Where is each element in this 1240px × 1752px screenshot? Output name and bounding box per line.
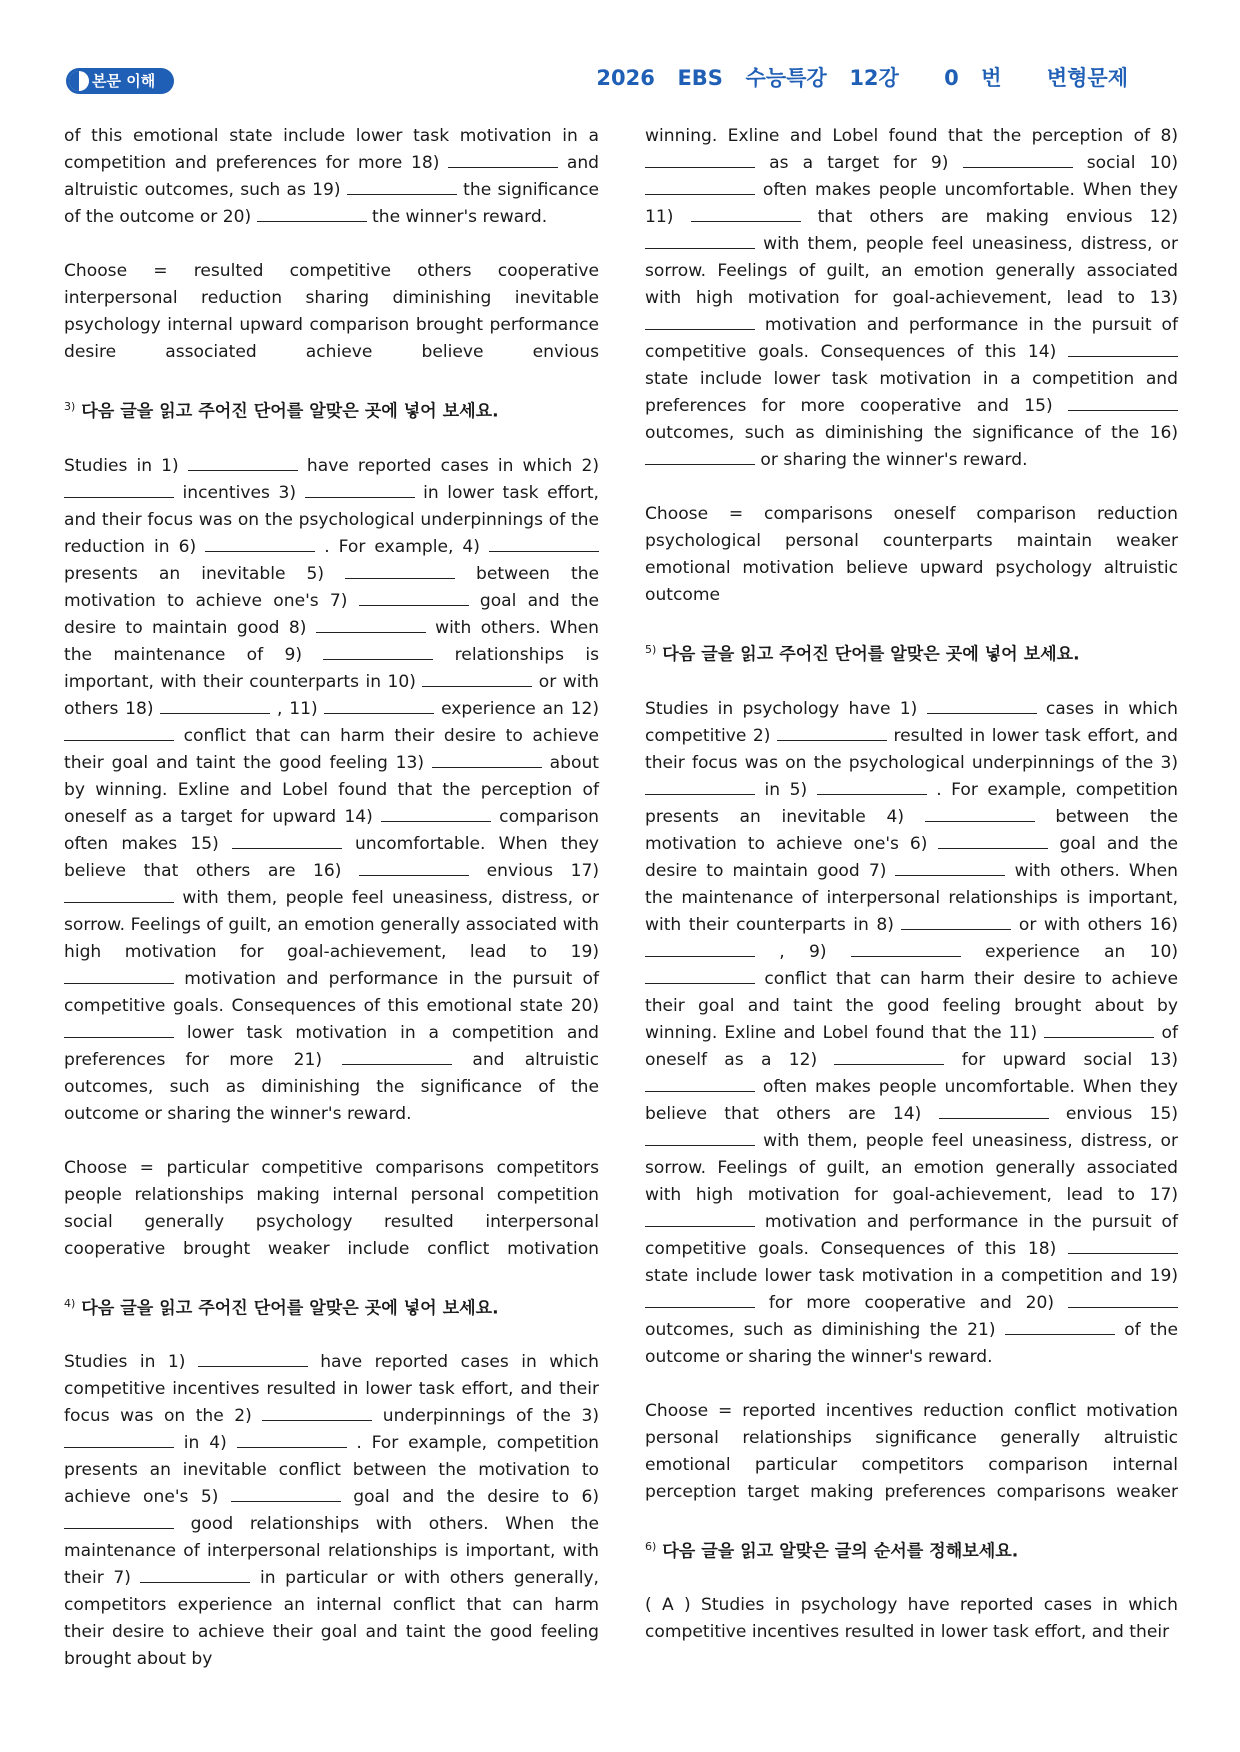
answer-blank <box>1068 341 1178 357</box>
answer-blank <box>257 206 367 222</box>
answer-blank <box>927 698 1037 714</box>
answer-blank <box>777 725 887 741</box>
passage-text: ( A ) Studies in psychology have reported cases in which competitive incentives resulted in lower task effort, and their <box>645 1595 1178 1643</box>
answer-blank <box>205 536 315 552</box>
answer-blank <box>324 698 434 714</box>
answer-blank <box>1068 1292 1178 1308</box>
answer-blank <box>817 779 927 795</box>
answer-blank <box>963 152 1073 168</box>
answer-blank <box>231 1486 341 1502</box>
answer-blank <box>938 833 1048 849</box>
answer-blank <box>645 449 755 465</box>
answer-blank <box>64 1432 174 1448</box>
passage-text: winning. Exline and Lobel found that the perception of 8) as a target for 9) social 10) often makes people uncomfortable. When they 11) that others are making envious 12) with them, people feel uneasiness, distress, or sorrow. Feelings of guilt, an emotion generally associated with high motivation for goal-achievement, lead to 13) motivation and performance in the pursuit of competitive goals. Consequences of this 14) state include lower task motivation in a competition and preferences for more cooperative and 15) outcomes, such as diminishing the significance of the 16) or sharing the winner's reward. <box>645 126 1178 470</box>
question-heading: $^{5)}$ 다음 글을 읽고 주어진 단어를 알맞은 곳에 넣어 보세요. <box>645 643 1080 665</box>
answer-blank <box>316 617 426 633</box>
passage-text: Studies in 1) have reported cases in which competitive incentives resulted in lower task effort, and their focus was on the 2) underpinnings of the 3) in 4) . For example, competition presents an inevitable conflict between the motivation to achieve one's 5) goal and the desire to 6) good relationships with others. When the maintenance of interpersonal relationships is important, with their 7) in particular or with others generally, competitors experience an internal conflict that can harm their desire to achieve their goal and taint the good feeling brought about by <box>64 1352 599 1670</box>
answer-blank <box>64 887 174 903</box>
answer-blank <box>448 152 558 168</box>
answer-blank <box>939 1103 1049 1119</box>
answer-blank <box>925 806 1035 822</box>
answer-blank <box>140 1567 250 1583</box>
word-bank: Choose = comparisons oneself comparison reduction psychological personal counterparts maintain weaker emotional motivation believe upward psychology altruistic outcome <box>645 504 1178 605</box>
right-column <box>645 123 1178 1646</box>
answer-blank <box>645 314 755 330</box>
answer-blank <box>645 779 755 795</box>
answer-blank <box>262 1405 372 1421</box>
answer-blank <box>645 152 755 168</box>
answer-blank <box>834 1049 944 1065</box>
word-bank: Choose = particular competitive comparisons competitors people relationships making internal personal competition social generally psychology resulted interpersonal cooperative brought weaker include conflict motivation <box>64 1157 599 1259</box>
answer-blank <box>359 590 469 606</box>
answer-blank <box>851 941 961 957</box>
answer-blank <box>64 725 174 741</box>
answer-blank <box>645 1292 755 1308</box>
answer-blank <box>232 833 342 849</box>
answer-blank <box>342 1049 452 1065</box>
half-circle-icon <box>69 71 89 91</box>
answer-blank <box>645 941 755 957</box>
word-bank: Choose = resulted competitive others cooperative interpersonal reduction sharing diminishing inevitable psychology internal upward comparison brought performance desire associated achieve believe envious <box>64 261 599 362</box>
answer-blank <box>489 536 599 552</box>
answer-blank <box>160 698 270 714</box>
left-column <box>64 123 599 1673</box>
answer-blank <box>64 482 174 498</box>
answer-blank <box>305 482 415 498</box>
answer-blank <box>1068 1238 1178 1254</box>
page-title: 2026 EBS 수능특강 12강 0 번 변형문제 <box>596 66 1128 90</box>
answer-blank <box>198 1351 308 1367</box>
answer-blank <box>645 179 755 195</box>
passage-text: Studies in psychology have 1) cases in which competitive 2) resulted in lower task effort, and their focus was on the psychological underpinnings of the 3) in 5) . For example, competition presents an inevitable 4) between the motivation to achieve one's 6) goal and the desire to maintain good 7) with others. When the maintenance of interpersonal relationships is important, with their counterparts in 8) or with others 16) , 9) experience an 10) conflict that can harm their desire to achieve their goal and taint the good feeling brought about by winning. Exline and Lobel found that the 11) of oneself as a 12) for upward social 13) often makes people uncomfortable. When they believe that others are 14) envious 15) with them, people feel uneasiness, distress, or sorrow. Feelings of guilt, an emotion generally associated with high motivation for goal-achievement, lead to 17) motivation and performance in the pursuit of competitive goals. Consequences of this 18) state include lower task motivation in a competition and 19) for more cooperative and 20) outcomes, such as diminishing the 21) of the outcome or sharing the winner's reward. <box>645 698 1179 1367</box>
question-heading: $^{4)}$ 다음 글을 읽고 주어진 단어를 알맞은 곳에 넣어 보세요. <box>64 1296 499 1319</box>
answer-blank <box>1005 1319 1115 1335</box>
answer-blank <box>422 671 532 687</box>
badge-label: 본문 이해 <box>92 72 156 90</box>
answer-blank <box>381 806 491 822</box>
answer-blank <box>645 968 755 984</box>
answer-blank <box>645 233 755 249</box>
answer-blank <box>237 1432 347 1448</box>
answer-blank <box>1068 395 1178 411</box>
answer-blank <box>345 563 455 579</box>
answer-blank <box>895 860 1005 876</box>
answer-blank <box>64 1513 174 1529</box>
answer-blank <box>645 1076 755 1092</box>
answer-blank <box>188 455 298 471</box>
question-heading: $^{6)}$ 다음 글을 읽고 알맞은 글의 순서를 정해보세요. <box>645 1539 1019 1562</box>
answer-blank <box>1044 1022 1154 1038</box>
passage-text: of this emotional state include lower task motivation in a competition and preferences for more 18) and altruistic outcomes, such as 19) the significance of the outcome or 20) the winner's reward. <box>64 126 600 227</box>
page-header <box>0 0 1240 110</box>
answer-blank <box>901 914 1011 930</box>
answer-blank <box>645 1211 755 1227</box>
answer-blank <box>64 1022 174 1038</box>
answer-blank <box>691 206 801 222</box>
answer-blank <box>323 644 433 660</box>
answer-blank <box>347 179 457 195</box>
word-bank: Choose = reported incentives reduction conflict motivation personal relationships significance generally altruistic emotional particular competitors comparison internal perception target making preferences comparisons weaker <box>645 1400 1178 1502</box>
question-heading: $^{3)}$ 다음 글을 읽고 주어진 단어를 알맞은 곳에 넣어 보세요. <box>64 400 499 422</box>
answer-blank <box>432 752 542 768</box>
answer-blank <box>645 1130 755 1146</box>
answer-blank <box>359 860 469 876</box>
answer-blank <box>64 968 174 984</box>
section-badge <box>66 68 174 94</box>
passage-text: Studies in 1) have reported cases in which 2) incentives 3) in lower task effort, and their focus was on the psychological underpinnings of the reduction in 6) . For example, 4) presents an inevitable 5) between the motivation to achieve one's 7) goal and the desire to maintain good 8) with others. When the maintenance of 9) relationships is important, with their counterparts in 10) or with others 18) , 11) experience an 12) conflict that can harm their desire to achieve their goal and taint the good feeling 13) about by winning. Exline and Lobel found that the perception of oneself as a target for upward 14) comparison often makes 15) uncomfortable. When they believe that others are 16) envious 17) with them, people feel uneasiness, distress, or sorrow. Feelings of guilt, an emotion generally associated with high motivation for goal-achievement, lead to 19) motivation and performance in the pursuit of competitive goals. Consequences of this emotional state 20) lower task motivation in a competition and preferences for more 21) and altruistic outcomes, such as diminishing the significance of the outcome or sharing the winner's reward. <box>64 455 600 1124</box>
